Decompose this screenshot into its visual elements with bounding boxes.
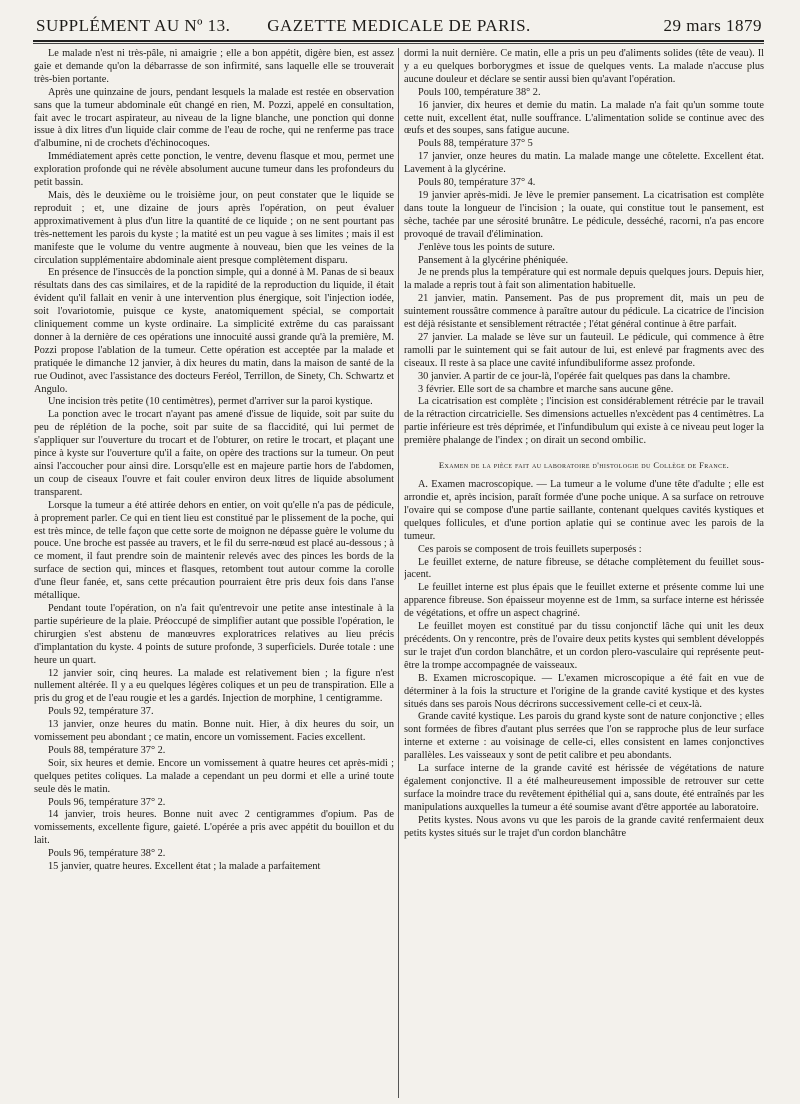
paragraph: Pouls 100, température 38° 2. [418,86,541,98]
right-column [404,48,764,1098]
paragraph: 19 janvier après-midi. Je lève le premier pansement. La cicatrisation est complète dans toute la longueur de l'incision ; la ouate, qui constitue tout le pansement, est sèche, tachée par une sérosité brunâtre. Le pédicule, desséché, racorni, n'a pas encore provoqué de travail d'élimination. [404,189,764,240]
paragraph: Soir, six heures et demie. Encore un vomissement à quatre heures cet après-midi ; quelques petites coliques. La malade a cependant un peu dormi et elle a uriné toute seule dès le matin. [34,757,394,795]
paragraph: 30 janvier. A partir de ce jour-là, l'opérée fait quelques pas dans la chambre. [418,370,731,382]
paragraph: Le feuillet moyen est constitué par du tissu conjonctif lâche qui unit les deux précédents. On y rencontre, près de l'ovaire deux petits kystes qui semblent développés sur le trajet d'un cordon blanchâtre, et un cordon plero-vasculaire qui représente peut-être la trompe accompagnée de vaisseaux. [404,621,764,671]
paragraph: Le feuillet interne est plus épais que le feuillet externe et présente comme lui une apparence fibreuse. Son épaisseur moyenne est de 1mm, sa surface interne est hérissée de végétations, et offre un aspect chagriné. [404,582,764,620]
paragraph: Pouls 88, température 37° 2. [48,744,166,756]
paragraph: 15 janvier, quatre heures. Excellent état ; la malade a parfaitement [48,861,321,873]
left-column [34,48,394,1098]
paragraph: Le malade n'est ni très-pâle, ni amaigrie ; elle a bon appétit, digère bien, est assez gaie et demande qu'on la débarrasse de son infirmité, sans laquelle elle se trouverait très-bien portante. [34,48,394,85]
column-divider [398,48,399,1098]
paragraph: B. Examen microscopique. — L'examen microscopique a été fait en vue de déterminer à la fois la structure et l'origine de la grande cavité kystique et des kystes situés dans ses parois Nous décrirons successivement celle-ci et ceux-là. [404,672,764,710]
section-title: Examen de la pièce fait au laboratoire d'histologie du Collège de France. [438,460,730,471]
paragraph: La ponction avec le trocart n'ayant pas amené d'issue de liquide, soit par suite du peu de réplétion de la poche, soit par suite de sa flaccidité, qui lui permet de s'appliquer sur l'ouverture du trocart et de l'obturer, on retire le trocart, et plaçant une pince à kyste sur l'ouverture qu'il a faite, on opère des tractions sur la tumeur. On peut ainsi l'accoucher pour ainsi dire. Lorsqu'elle est en majeure partie hors de l'abdomen, un coup de ciseaux l'ouvre et fait couler environ deux litres de liquide absolument transparent. [34,409,394,498]
paragraph: Pouls 80, température 37° 4. [418,177,536,189]
paragraph: 17 janvier, onze heures du matin. La malade mange une côtelette. Excellent état. Lavement à la glycérine. [404,151,764,176]
journal-title: GAZETTE MEDICALE DE PARIS. [267,16,531,35]
paragraph: 16 janvier, dix heures et demie du matin. La malade n'a fait qu'un somme toute cette nuit, excellent état, nulle souffrance. L'alimentation solide se continue avec des œufs et des soupes, sans fatigue aucune. [404,99,764,137]
paragraph: 27 janvier. La malade se lève sur un fauteuil. Le pédicule, qui commence à être ramolli par le suintement qui se fait autour de lui, est enlevé par fragments avec des ciseaux. Il reste à sa place une cavité infundibuliforme assez profonde. [404,331,764,369]
paragraph: 13 janvier, onze heures du matin. Bonne nuit. Hier, à dix heures du soir, un vomissement peu abondant ; ce matin, encore un vomissement. Facies excellent. [34,719,394,744]
paragraph: 21 janvier, matin. Pansement. Pas de pus proprement dit, mais un peu de suintement roussâtre commence à paraître autour du pédicule. La cicatrice de l'incision est déjà résistante et sensiblement rétractée ; l'état général continue à être parfait. [404,293,764,331]
right-column-part-a [404,48,764,448]
right-column-part-b [404,479,764,840]
paragraph: Pansement à la glycérine phéniquée. [418,254,569,266]
paragraph: Après une quinzaine de jours, pendant lesquels la malade est restée en observation sans que la tumeur abdominale eût changé en rien, M. Pozzi, appelé en consultation, fait avec le trocart aspirateur, au niveau de la ligne blanche, une ponction qui donne issue à dix litres d'un liquide clair comme de l'eau de roche, qui ne renferme pas trace d'albumine, ni de crochets d'échinocoques. [34,86,394,150]
header-rule [33,40,764,42]
paragraph: 14 janvier, trois heures. Bonne nuit avec 2 centigrammes d'opium. Pas de vomissements, excellente figure, gaieté. L'opérée a pris avec appétit du bouillon et du lait. [34,809,394,847]
paragraph: A. Examen macroscopique. — La tumeur a le volume d'une tête d'adulte ; elle est arrondie et, après incision, paraît formée d'une poche unique. A sa surface on retrouve l'ovaire qui se compose d'une partie saillante, contenant quelques cavités kystiques et quelques follicules, et d'une portion aplatie qui se continue avec les parois de la tumeur. [404,479,764,542]
header-rule-thin [33,43,764,44]
paragraph: 3 février. Elle sort de sa chambre et marche sans aucune gêne. [418,383,674,395]
paragraph: J'enlève tous les points de suture. [418,241,555,253]
paragraph: Petits kystes. Nous avons vu que les parois de la grande cavité renfermaient deux petits kystes situés sur le trajet d'un cordon blanchâtre [404,814,764,839]
paragraph: Immédiatement après cette ponction, le ventre, devenu flasque et mou, permet une exploration profonde qui ne révèle absolument aucune tumeur dans les profondeurs du petit bassin. [34,151,394,189]
paragraph: Ces parois se composent de trois feuillets superposés : [418,543,642,555]
paragraph: La cicatrisation est complète ; l'incision est considérablement rétrécie par le travail de la rétraction circatricielle. Ses dimensions actuelles n'excèdent pas 4 centimètres. La partie inférieure est très déprimée, et l'infundibulum qui existe à ce niveau peut loger la première phalange de l'index ; on dirait un second ombilic. [404,396,764,447]
paragraph: Pouls 92, température 37. [48,706,154,718]
paragraph: Le feuillet externe, de nature fibreuse, se détache complètement du feuillet sous-jacent. [404,556,764,581]
paragraph: En présence de l'insuccès de la ponction simple, qui a donné à M. Panas de si beaux résultats dans des cas similaires, et de la rapidité de la reproduction du liquide, il était évident qu'il fallait en venir à une intervention plus énergique, soit l'injection iodée, soit l'ovariotomie, puisque ce kyste, anatomiquement spécial, se comportait cliniquement comme un kyste ordinaire. La simplicité extrême du cas paraissant donner à la dernière de ces opérations une innocuité aussi grande qu'à la première, M. Pozzi propose l'ablation de la tumeur. Cette opération est acceptée par la malade et pratiquée le dimanche 12 janvier, à dix heures du matin, dans la maison de santé de la rue Oudinot, avec l'assistance des docteurs Feréol, Terrillon, de Sinety, Ch. Schwartz et Angulo. [34,267,394,395]
paragraph: Pouls 96, température 38° 2. [48,848,166,860]
paragraph: Pouls 88, température 37° 5 [418,138,533,150]
paragraph: 12 janvier soir, cinq heures. La malade est relativement bien ; la figure n'est nullement altérée. Il y a eu quelques légères coliques et un peu de transpiration. Elle a pris du grog et de l'eau rougie et les a gardés. Injection de morphine, 1 centigramme. [34,667,394,705]
header-supplement: SUPPLÉMENT AU Nº 13. [36,16,231,35]
paragraph: Pendant toute l'opération, on n'a fait qu'entrevoir une petite anse intestinale à la partie supérieure de la plaie. Préoccupé de simplifier autant que possible l'opération, le chirurgien s'est abstenu de manœuvres exploratrices relatives au lieu précis d'implantation du kyste. 4 points de suture profonde, 3 superficiels. Durée totale : une heure un quart. [34,602,394,666]
paragraph: dormi la nuit dernière. Ce matin, elle a pris un peu d'aliments solides (tête de veau). Il y a eu quelques borborygmes et issue de quelques vents. La malade n'accuse plus aucune douleur et déclare se sentir aussi bien qu'avant l'opération. [404,48,764,85]
paragraph: Mais, dès le deuxième ou le troisième jour, on peut constater que le liquide se reproduit ; et, une dizaine de jours après l'opération, on peut évaluer approximativement à plus d'un litre la quantité de ce liquide ; on ne sent pourtant pas très-nettement les parois du kyste ; la matité est un peu vague à ses limites ; mais il est manifeste que le volume du ventre augmente à nouveau, bien que les veines de la circulation supplémentaire abdominale aient presque complètement disparu. [34,189,394,266]
paragraph: Je ne prends plus la température qui est normale depuis quelques jours. Depuis hier, la malade a repris tout à fait son alimentation habituelle. [404,267,764,292]
paragraph: Pouls 96, température 37° 2. [48,796,166,808]
paragraph: Lorsque la tumeur a été attirée dehors en entier, on voit qu'elle n'a pas de pédicule, à proprement parler. Ce qui en tient lieu est constitué par le plissement de la poche, qui est très mince, de telle façon que cette sorte de moignon ne dépasse guère le volume du pouce. Une broche est passée au travers, et le fil du serre-nœud est placé au-dessous ; à ce moment, il faut prendre soin de maintenir relevés avec des pinces les bords de la surface de section qui, minces et flasques, retombent tout autour comme la corolle d'une fleur fanée, et, sans cette précaution pourraient être pris deux fois dans l'anse métallique. [34,499,394,602]
paragraph: La surface interne de la grande cavité est hérissée de végétations de nature également conjonctive. Il a été malheureusement impossible de retrouver sur cette surface la moindre trace du revêtement épithélial qui a, sans doute, été entraînés par les manipulations auxquelles la tumeur a été soumise avant d'être apportée au laboratoire. [404,763,764,813]
page-header [36,8,762,38]
paragraph: Grande cavité kystique. Les parois du grand kyste sont de nature conjonctive ; elles sont formées de fibres d'autant plus serrées que l'on se rapproche plus de leur surface interne et externe : au voisinage de celle-ci, elles consistent en lames conjonctives parallèles. Les vaisseaux y sont de petit calibre et peu abondants. [404,711,764,762]
paragraph: Une incision très petite (10 centimètres), permet d'arriver sur la paroi kystique. [48,396,373,408]
header-date: 29 mars 1879 [663,16,762,35]
